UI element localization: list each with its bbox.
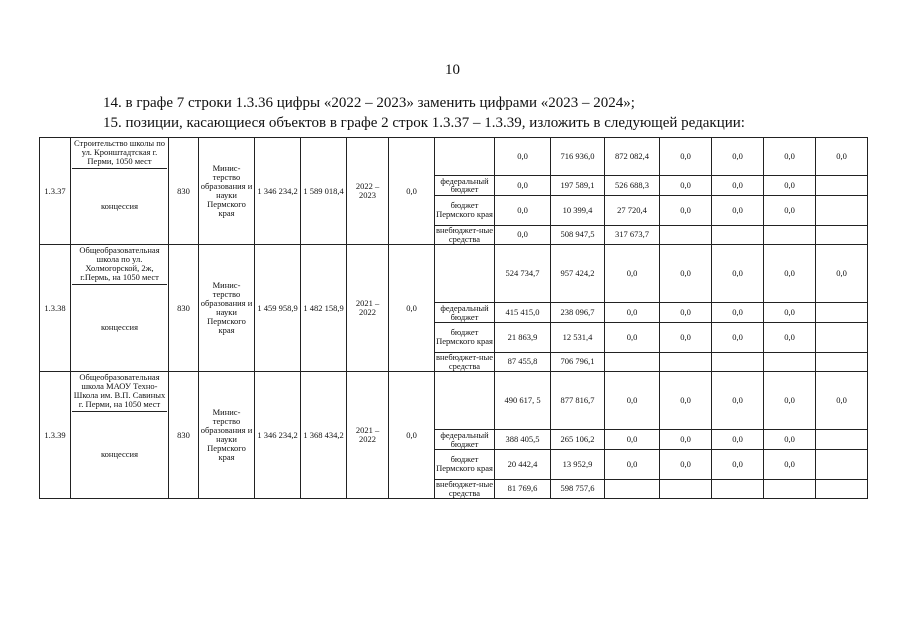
amount-cell: 0,0: [605, 322, 660, 352]
amount-cell: 0,0: [660, 195, 712, 225]
amount-cell: 317 673,7: [605, 225, 660, 244]
value3-cell: 0,0: [389, 372, 435, 499]
amount-cell: 81 769,6: [495, 479, 551, 498]
funding-source-cell: бюджет Пермского края: [435, 449, 495, 479]
amount-cell: [660, 225, 712, 244]
amount-cell: [764, 225, 816, 244]
value3-cell: 0,0: [389, 138, 435, 245]
amount-cell: [712, 225, 764, 244]
funding-source-cell: внебюджет-ные средства: [436, 224, 494, 244]
object-type: концессия: [100, 200, 139, 211]
organization-cell: Минис-терство образования и науки Пермского края: [199, 372, 255, 499]
amount-cell: [712, 479, 764, 498]
amount-cell: 490 617, 5: [495, 372, 551, 430]
amount-cell: 508 947,5: [551, 225, 605, 244]
amount-cell: [712, 352, 764, 371]
amount-cell: 265 106,2: [551, 430, 605, 449]
amount-cell: [605, 479, 660, 498]
paragraph-15: 15. позиции, касающиеся объектов в графе 2 строк 1.3.37 – 1.3.39, изложить в следующей редакции:: [103, 115, 745, 131]
amount-cell: 0,0: [764, 195, 816, 225]
table-row: [40, 372, 868, 430]
amount-cell: 0,0: [712, 138, 764, 176]
amount-cell: [816, 176, 868, 195]
amount-cell: [816, 430, 868, 449]
amount-cell: 87 455,8: [495, 352, 551, 371]
object-type: концессия: [100, 322, 139, 333]
amount-cell: 872 082,4: [605, 138, 660, 176]
amount-cell: 0,0: [764, 138, 816, 176]
amount-cell: [605, 352, 660, 371]
amount-cell: 0,0: [605, 245, 660, 303]
amount-cell: 0,0: [660, 176, 712, 195]
amount-cell: 0,0: [660, 245, 712, 303]
value1-cell: 1 346 234,2: [255, 138, 301, 245]
value2-cell: 1 589 018,4: [301, 138, 347, 245]
value2-cell: 1 482 158,9: [301, 245, 347, 372]
table-row: [40, 138, 868, 176]
funding-source-cell: федеральный бюджет: [435, 303, 495, 322]
amount-cell: [816, 449, 868, 479]
amount-cell: 0,0: [764, 322, 816, 352]
page-number: 10: [445, 62, 460, 78]
code-cell: 830: [169, 372, 199, 499]
funding-source-cell: федеральный бюджет: [435, 430, 495, 449]
amount-cell: 0,0: [712, 195, 764, 225]
code-cell: 830: [169, 138, 199, 245]
table-row: [40, 245, 868, 303]
amount-cell: 0,0: [605, 449, 660, 479]
code-cell: 830: [169, 245, 199, 372]
object-name: Строительство школы по ул. Кронштадтская г. Перми, 1050 мест: [72, 138, 167, 169]
amount-cell: [816, 322, 868, 352]
object-name: Общеобразовательная школа МАОУ Техно-Школа им. В.П. Савиных г. Перми, на 1050 мест: [72, 372, 167, 412]
amount-cell: [816, 225, 868, 244]
row-number-cell: 1.3.39: [40, 372, 71, 499]
amount-cell: 0,0: [605, 430, 660, 449]
amount-cell: 0,0: [816, 138, 868, 176]
amount-cell: 0,0: [660, 138, 712, 176]
amount-cell: [816, 479, 868, 498]
object-name-cell: [71, 245, 169, 372]
amount-cell: 0,0: [495, 225, 551, 244]
amount-cell: 0,0: [495, 176, 551, 195]
funding-source-cell: [435, 245, 495, 303]
amount-cell: 0,0: [712, 430, 764, 449]
amount-cell: 21 863,9: [495, 322, 551, 352]
amount-cell: 0,0: [712, 322, 764, 352]
amount-cell: 0,0: [816, 372, 868, 430]
amount-cell: 10 399,4: [551, 195, 605, 225]
amount-cell: [764, 352, 816, 371]
amount-cell: [816, 195, 868, 225]
amount-cell: 0,0: [764, 303, 816, 322]
funding-source-cell: [435, 372, 495, 430]
amount-cell: 0,0: [605, 372, 660, 430]
amount-cell: [816, 352, 868, 371]
object-name: Общеобразовательная школа по ул. Холмогорской, 2ж, г.Пермь, на 1050 мест: [72, 245, 167, 285]
value3-cell: 0,0: [389, 245, 435, 372]
amount-cell: 0,0: [764, 372, 816, 430]
funding-source-cell: [435, 138, 495, 176]
amount-cell: 0,0: [712, 372, 764, 430]
funding-source-cell: бюджет Пермского края: [435, 195, 495, 225]
object-name-cell: [71, 138, 169, 245]
amount-cell: 13 952,9: [551, 449, 605, 479]
funding-source-cell: бюджет Пермского края: [435, 322, 495, 352]
object-name-cell: [71, 372, 169, 499]
amount-cell: 0,0: [712, 303, 764, 322]
amount-cell: 526 688,3: [605, 176, 660, 195]
amount-cell: 0,0: [816, 245, 868, 303]
amount-cell: 598 757,6: [551, 479, 605, 498]
object-type: концессия: [100, 449, 139, 460]
amount-cell: 12 531,4: [551, 322, 605, 352]
funding-source-cell: внебюджет-ные средства: [436, 351, 494, 371]
funding-source-cell: федеральный бюджет: [435, 176, 495, 195]
row-number-cell: 1.3.37: [40, 138, 71, 245]
value1-cell: 1 459 958,9: [255, 245, 301, 372]
amount-cell: 706 796,1: [551, 352, 605, 371]
amount-cell: 415 415,0: [495, 303, 551, 322]
amount-cell: 0,0: [764, 449, 816, 479]
amount-cell: 0,0: [764, 176, 816, 195]
amount-cell: 877 816,7: [551, 372, 605, 430]
period-cell: 2021 – 2022: [347, 245, 389, 372]
amount-cell: 957 424,2: [551, 245, 605, 303]
amount-cell: 0,0: [764, 430, 816, 449]
amount-cell: [660, 352, 712, 371]
amount-cell: 0,0: [712, 449, 764, 479]
amount-cell: 0,0: [660, 430, 712, 449]
objects-table: [39, 137, 868, 499]
amount-cell: 0,0: [660, 303, 712, 322]
amount-cell: 197 589,1: [551, 176, 605, 195]
amount-cell: 0,0: [712, 176, 764, 195]
organization-cell: Минис-терство образования и науки Пермского края: [199, 245, 255, 372]
amount-cell: 238 096,7: [551, 303, 605, 322]
period-cell: 2021 – 2022: [347, 372, 389, 499]
amount-cell: 27 720,4: [605, 195, 660, 225]
amount-cell: 0,0: [764, 245, 816, 303]
value2-cell: 1 368 434,2: [301, 372, 347, 499]
amount-cell: 0,0: [495, 195, 551, 225]
amount-cell: 0,0: [660, 449, 712, 479]
paragraph-14: 14. в графе 7 строки 1.3.36 цифры «2022 – 2023» заменить цифрами «2023 – 2024»;: [103, 95, 635, 111]
row-number-cell: 1.3.38: [40, 245, 71, 372]
amount-cell: 524 734,7: [495, 245, 551, 303]
amount-cell: 388 405,5: [495, 430, 551, 449]
amount-cell: 0,0: [712, 245, 764, 303]
amount-cell: 716 936,0: [551, 138, 605, 176]
organization-cell: Минис-терство образования и науки Пермского края: [199, 138, 255, 245]
amount-cell: 0,0: [605, 303, 660, 322]
amount-cell: [816, 303, 868, 322]
amount-cell: [764, 479, 816, 498]
amount-cell: [660, 479, 712, 498]
amount-cell: 0,0: [495, 138, 551, 176]
amount-cell: 0,0: [660, 372, 712, 430]
period-cell: 2022 – 2023: [347, 138, 389, 245]
value1-cell: 1 346 234,2: [255, 372, 301, 499]
amount-cell: 20 442,4: [495, 449, 551, 479]
amount-cell: 0,0: [660, 322, 712, 352]
funding-source-cell: внебюджет-ные средства: [436, 478, 494, 498]
